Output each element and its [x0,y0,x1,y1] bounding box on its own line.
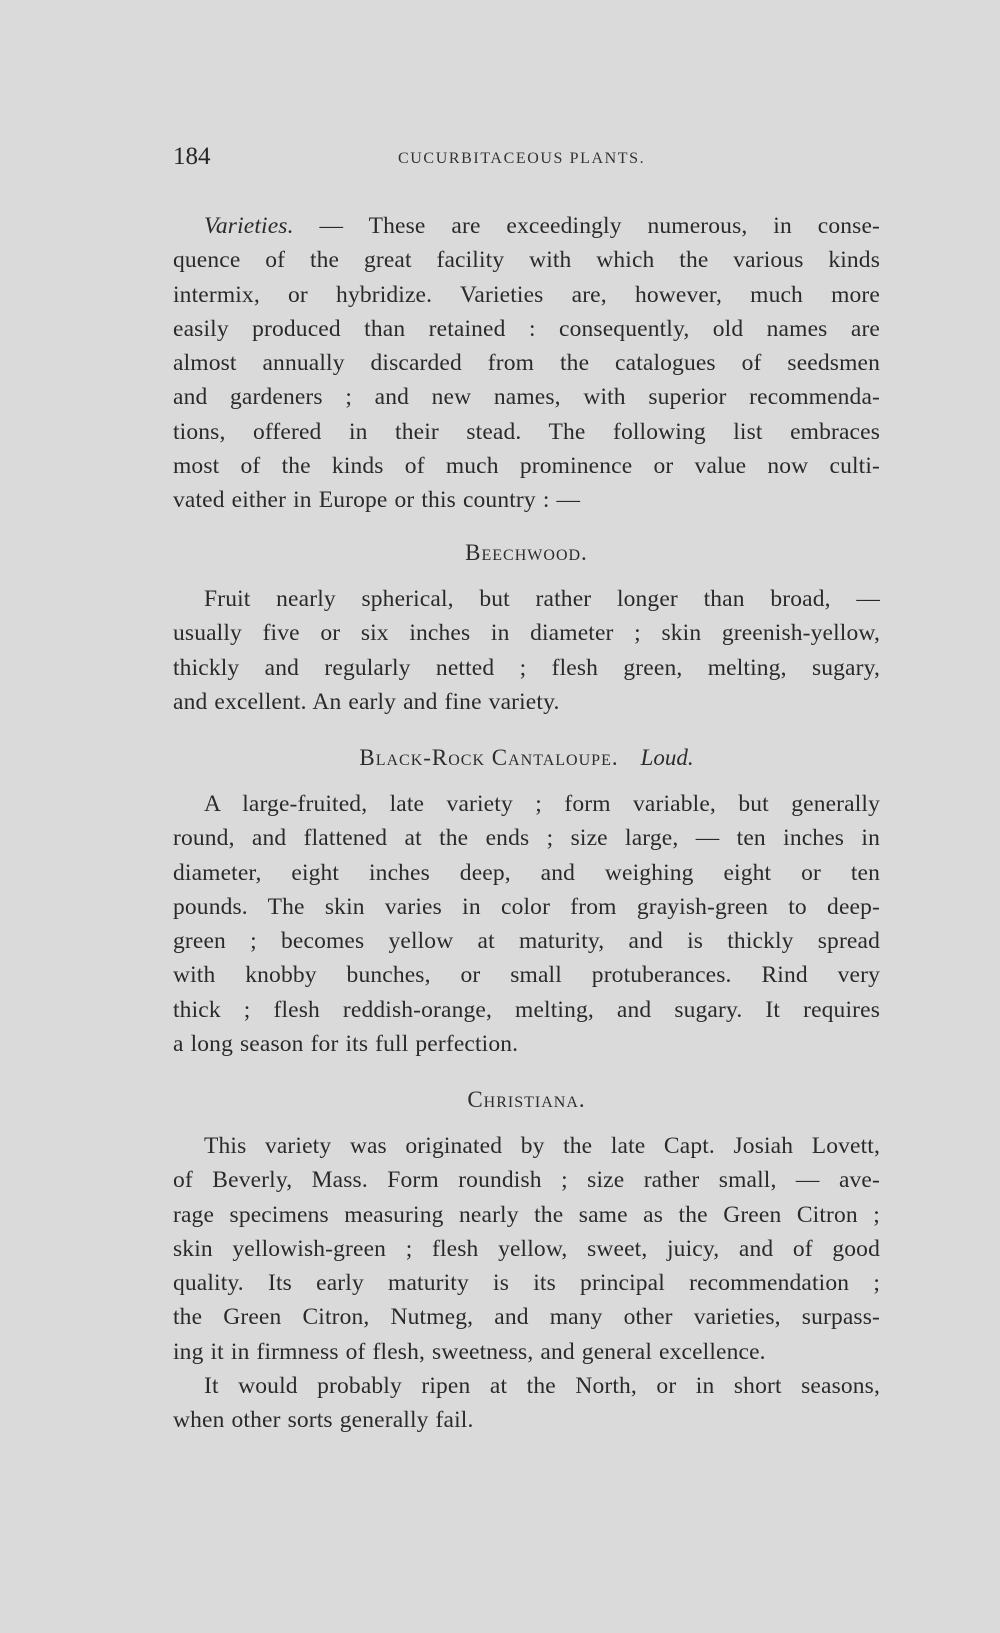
text-line: quality. Its early maturity is its principal recommendation ; [173,1270,880,1297]
text-line: Varieties. — These are exceedingly numerous, in conse- [204,213,880,239]
text-line: most of the kinds of much prominence or value now culti- [173,453,880,480]
text-line: It would probably ripen at the North, or in short seasons, [204,1373,880,1400]
text-line: pounds. The skin varies in color from grayish-green to deep- [173,893,880,920]
text-line: thick ; flesh reddish-orange, melting, and sugary. It requires [173,996,880,1023]
text-line: green ; becomes yellow at maturity, and is thickly spread [173,928,880,955]
text-line: Fruit nearly spherical, but rather longer than broad, — [204,586,880,612]
variety-description-christiana [173,1129,880,1438]
text-line: almost annually discarded from the catalogues of seedsmen [173,350,880,377]
text-line: intermix, or hybridize. Varieties are, however, much more [173,281,880,308]
text-line: tions, offered in their stead. The following list embraces [173,418,880,445]
text-line: a long season for its full perfection. [173,1031,519,1058]
running-title: CUCURBITACEOUS PLANTS. [398,150,646,167]
text-line: This variety was originated by the late Capt. Josiah Lovett, [204,1133,880,1159]
variety-description-black-rock-cantaloupe [173,787,880,1061]
varieties-lead: Varieties. [204,213,294,239]
running-head [173,142,880,172]
text-line: skin yellowish-green ; flesh yellow, sweet, juicy, and of good [173,1235,880,1262]
intro-paragraph [173,209,880,518]
variety-heading-black-rock-cantaloupe: Black-Rock Cantaloupe. Loud. [359,745,694,770]
text-line: usually five or six inches in diameter ; skin greenish-yellow, [173,620,880,647]
text-line: round, and flattened at the ends ; size large, — ten inches in [173,825,880,852]
text-line: and excellent. An early and fine variety. [173,688,560,715]
variety-heading-beechwood: Beechwood. [465,540,588,565]
text-line: and gardeners ; and new names, with superior recommenda- [173,384,880,411]
variety-description-beechwood [173,582,880,719]
text-line: with knobby bunches, or small protuberances. Rind very [173,962,880,989]
text-line: rage specimens measuring nearly the same as the Green Citron ; [173,1201,880,1228]
text-line: thickly and regularly netted ; flesh green, melting, sugary, [173,654,880,681]
author-abbreviation: Loud. [640,745,694,770]
text-line: easily produced than retained : consequently, old names are [173,315,880,342]
text-line: the Green Citron, Nutmeg, and many other varieties, surpass- [173,1304,880,1331]
variety-heading-christiana: Christiana. [467,1087,586,1112]
text-line: vated either in Europe or this country : — [173,487,581,514]
text-line: quence of the great facility with which the various kinds [173,247,880,274]
text-line: ing it in firmness of flesh, sweetness, and general excellence. [173,1338,766,1365]
page-number: 184 [173,143,211,170]
text-line: when other sorts generally fail. [173,1407,474,1434]
text-line: A large-fruited, late variety ; form variable, but generally [204,791,880,817]
text-line: of Beverly, Mass. Form roundish ; size rather small, — ave- [173,1167,880,1194]
text-line: diameter, eight inches deep, and weighing eight or ten [173,859,880,886]
